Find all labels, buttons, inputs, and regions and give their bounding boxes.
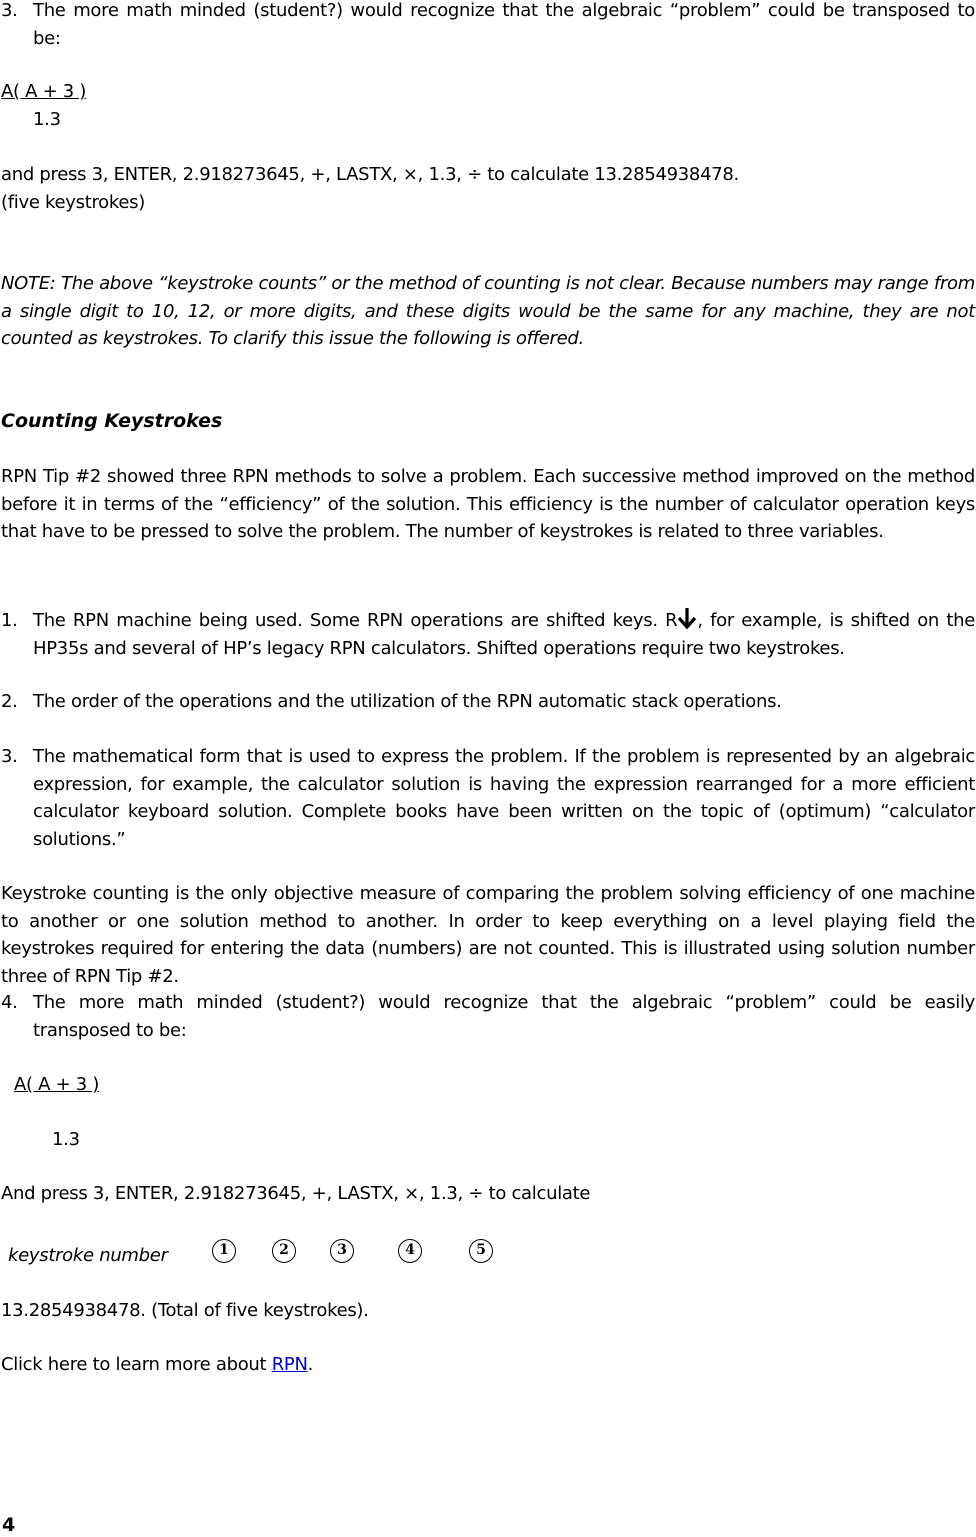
item-number: 1. xyxy=(1,610,18,631)
keystroke-circle: 3 xyxy=(330,1239,354,1263)
item-text: The mathematical form that is used to express the problem. If the problem is represented by an algebraic expression, for example, the calculator solution is having the expression rearranged for a more efficient calculator keyboard solution. Complete books have been written on the topic of (optimum) “calculator solutions.” xyxy=(33,746,975,850)
keystroke-number-label: keystroke number xyxy=(8,1245,168,1266)
formula-numerator: A( A + 3 ) xyxy=(14,1074,100,1095)
item-number: 2. xyxy=(1,691,18,712)
learn-more-line xyxy=(1,1351,313,1378)
press-instructions: and press 3, ENTER, 2.918273645, +, LASTX, ×, 1.3, ÷ to calculate 13.2854938478. xyxy=(1,164,739,185)
formula-numerator: A( A + 3 ) xyxy=(1,81,87,102)
list-item-4 xyxy=(1,989,975,1044)
arrow-down-icon xyxy=(677,606,697,630)
item-text-post: , for example, is shifted on the HP35s and several of HP’s legacy RPN calculators. Shifted operations require two keystrokes. xyxy=(33,610,976,659)
intro-paragraph: RPN Tip #2 showed three RPN methods to solve a problem. Each successive method improved on the method before it in terms of the “efficiency” of the solution. This efficiency is the number of calculator operation keys that have to be pressed to solve the problem. The number of keystrokes is related to three variables. xyxy=(1,466,975,542)
counting-paragraph: Keystroke counting is the only objective measure of comparing the problem solving efficiency of one machine to another or one solution method to another. In order to keep everything on a level playing field the keystrokes required for entering the data (numbers) are not counted. This is illustrated using solution number three of RPN Tip #2. xyxy=(1,883,975,987)
press-instructions: And press 3, ENTER, 2.918273645, +, LASTX, ×, 1.3, ÷ to calculate xyxy=(1,1183,591,1204)
list-item-1 xyxy=(1,606,975,662)
keystroke-circle: 1 xyxy=(212,1239,236,1263)
item-number: 3. xyxy=(1,0,18,21)
item-number: 3. xyxy=(1,746,18,767)
formula-denominator: 1.3 xyxy=(33,109,61,130)
formula-denominator: 1.3 xyxy=(52,1129,80,1150)
list-item-2 xyxy=(1,688,975,716)
total-keystrokes: 13.2854938478. (Total of five keystrokes). xyxy=(1,1300,369,1321)
item-text-pre: The RPN machine being used. Some RPN operations are shifted keys. R xyxy=(33,610,678,631)
item-3-transpose xyxy=(1,0,975,52)
item-text: The order of the operations and the utilization of the RPN automatic stack operations. xyxy=(33,691,782,712)
section-heading: Counting Keystrokes xyxy=(1,410,223,432)
page-number: 4 xyxy=(2,1514,16,1536)
item-text: The more math minded (student?) would recognize that the algebraic “problem” could be transposed to be: xyxy=(33,0,975,49)
note-paragraph: NOTE: The above “keystroke counts” or the method of counting is not clear. Because numbers may range from a single digit to 10, 12, or more digits, and these digits would be the same for any machine, they are not counted as keystrokes. To clarify this issue the following is offered. xyxy=(1,273,975,349)
keystroke-count-note: (five keystrokes) xyxy=(1,192,145,213)
item-text: The more math minded (student?) would recognize that the algebraic “problem” could be easily transposed to be: xyxy=(33,992,975,1041)
learn-more-text: Click here to learn more about xyxy=(1,1354,272,1375)
item-number: 4. xyxy=(1,992,18,1013)
list-item-3 xyxy=(1,743,975,853)
rpn-link[interactable]: RPN xyxy=(271,1354,308,1375)
keystroke-circle: 2 xyxy=(272,1239,296,1263)
learn-more-period: . xyxy=(307,1354,314,1375)
keystroke-circle: 4 xyxy=(398,1239,422,1263)
keystroke-circle: 5 xyxy=(469,1239,493,1263)
